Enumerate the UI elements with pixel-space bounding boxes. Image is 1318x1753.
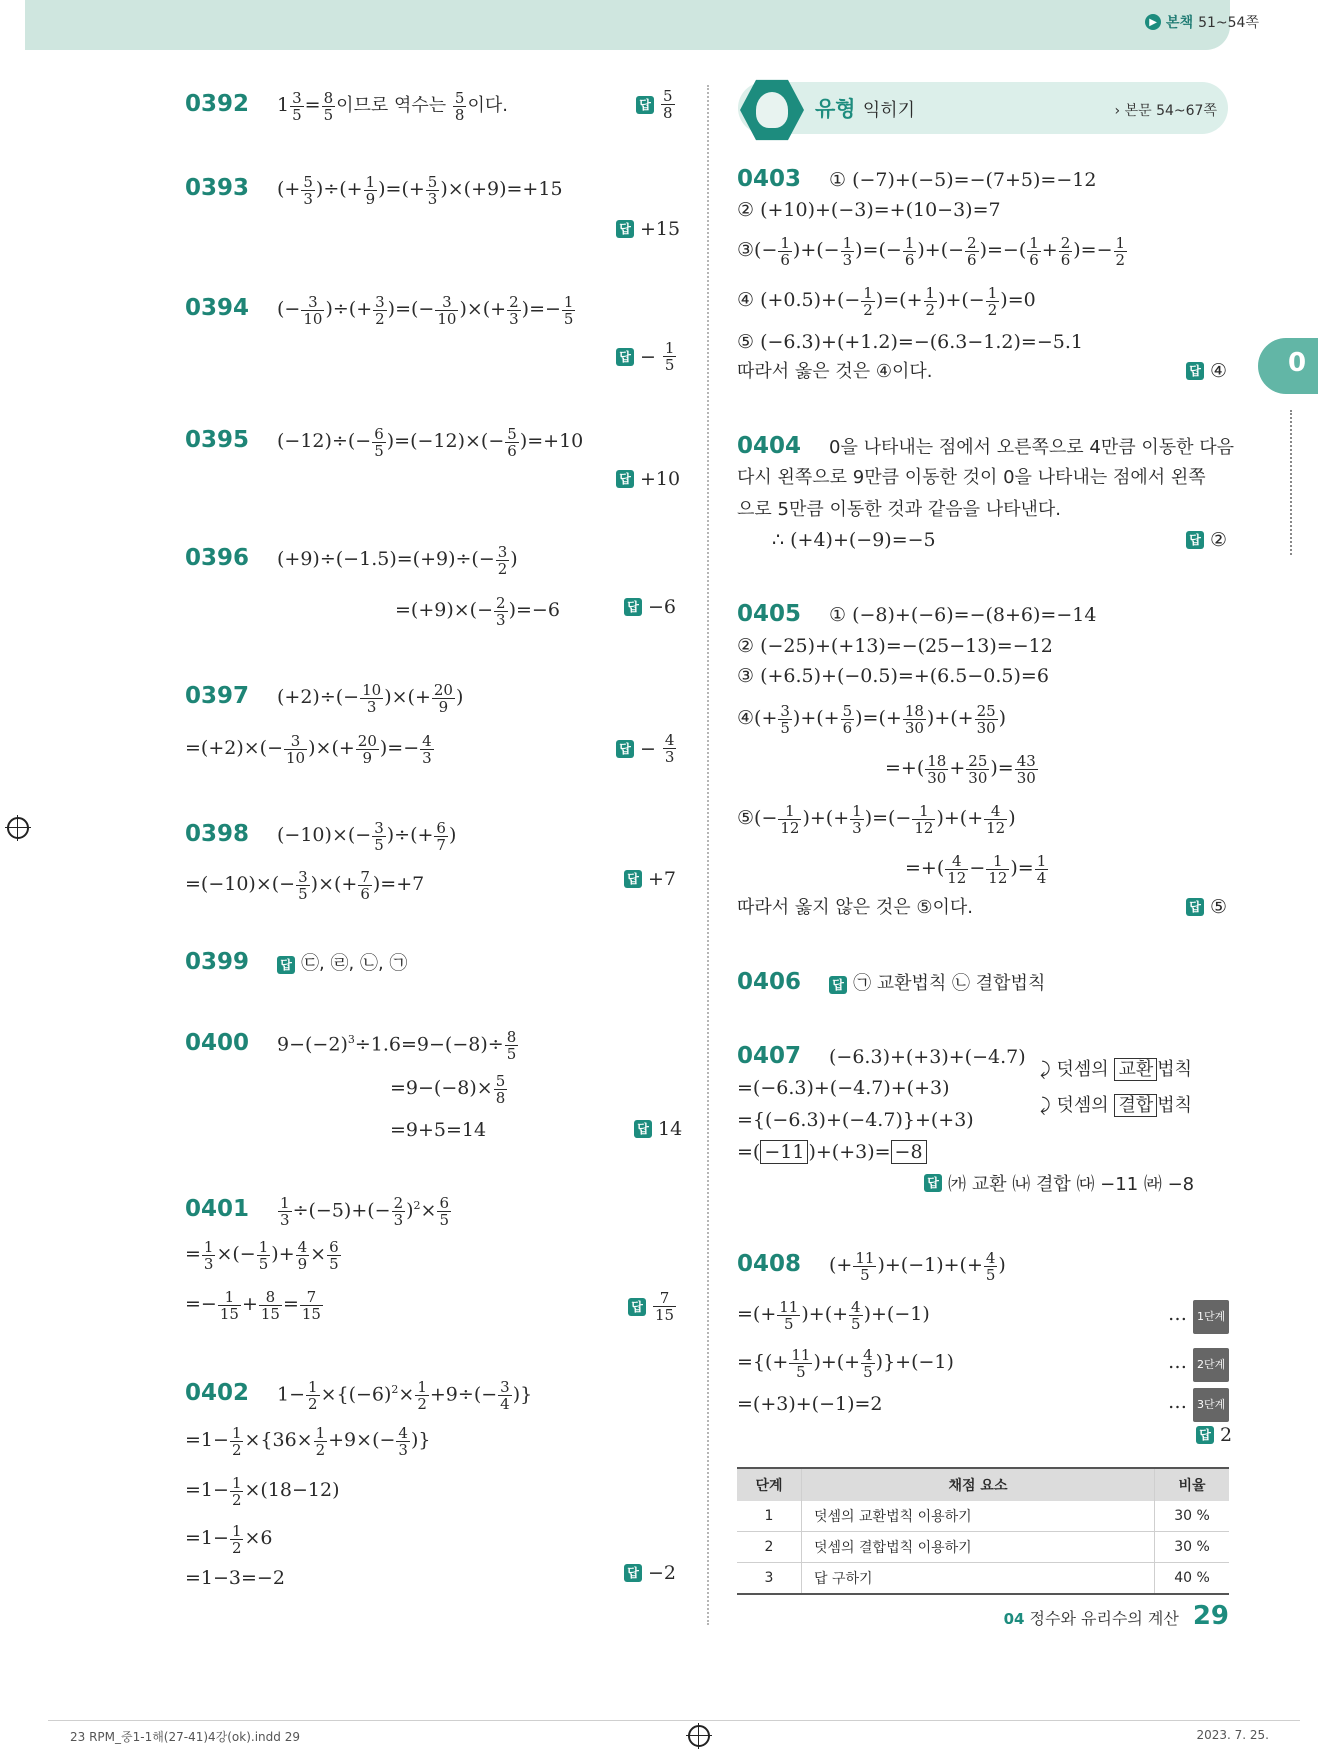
- problem-0401-line3: =− $\frac{1}{15}$ + $\frac{8}{15}$ = $\frac{7}{15}$: [185, 1287, 321, 1323]
- step-3-label: … 3단계: [1168, 1386, 1229, 1422]
- book-reference: ▶ 본책 51~54쪽: [1145, 12, 1259, 32]
- problem-0405-conclusion: 따라서 옳지 않은 것은 ⑤이다.: [737, 897, 974, 918]
- top-banner: [25, 0, 1230, 50]
- problem-0398-line2: =(−10)×(− $\frac{3}{5}$ )×(+ $\frac{7}{6}$ )=+7: [185, 867, 425, 903]
- problem-0402: 0402 1− $\frac{1}{2}$ $\times\{(-6)^2\times$ $\frac{1}{2}$ +9÷(− $\frac{3}{4}$ )}: [185, 1377, 533, 1413]
- problem-0402-line3: =1− $\frac{1}{2}$ ×(18−12): [185, 1473, 340, 1509]
- problem-0392: 0392 1 $\frac{3}{5}$ = $\frac{8}{5}$ 이므로 역수는 $\frac{5}{8}$ 이다.: [185, 88, 508, 124]
- registration-mark-icon: [7, 817, 29, 839]
- answer-icon: 답: [624, 870, 642, 888]
- answer-0408: 답 2: [1196, 1424, 1232, 1446]
- column-divider: [707, 85, 709, 1625]
- answer-0400: 답 14: [634, 1118, 682, 1140]
- answer-icon: 답: [1186, 362, 1204, 380]
- problem-0404-line4: ∴ (+4)+(−9)=−5: [772, 529, 936, 551]
- answer-0392: 답 5 8: [636, 88, 676, 121]
- table-row: 1 덧셈의 교환법칙 이용하기 30 %: [737, 1501, 1229, 1532]
- answer-0395: 답 +10: [616, 468, 680, 490]
- problem-0408-3: ={(+ $\frac{11}{5}$ )+(+ $\frac{4}{5}$ )}+(−1): [737, 1345, 954, 1381]
- problem-0406: 0406 답 ㉠ 교환법칙 ㉡ 결합법칙: [737, 969, 1046, 995]
- answer-0401: 답 7 15: [628, 1290, 677, 1323]
- problem-0405-2: ② (−25)+(+13)=−(25−13)=−12: [737, 635, 1053, 657]
- problem-0396: 0396 (+9)÷(−1.5)=(+9)÷(− $\frac{3}{2}$ ): [185, 542, 518, 578]
- answer-icon: 답: [616, 470, 634, 488]
- problem-0404: 0404 0을 나타내는 점에서 오른쪽으로 4만큼 이동한 다음: [737, 433, 1235, 459]
- answer-icon: 답: [616, 220, 634, 238]
- answer-icon: 답: [628, 1298, 646, 1316]
- problem-0407-4: =( −11 )+(+3)= −8: [737, 1136, 927, 1168]
- problem-0400: 0400 $9-(-2)^3\div 1.6=9-(-8)\div$ $\frac{8}{5}$: [185, 1027, 517, 1063]
- problem-0405-4: ④(+ $\frac{3}{5}$ )+(+ $\frac{5}{6}$ )=(+ $\frac{18}{30}$ )+(+ $\frac{25}{30}$ ): [737, 701, 1007, 737]
- step-2-label: … 2단계: [1168, 1346, 1229, 1382]
- table-row: 3 답 구하기 40 %: [737, 1563, 1229, 1595]
- chapter-side-tab: 0: [1258, 338, 1318, 394]
- answer-icon: 답: [277, 956, 295, 974]
- type-section-title: 유형 익히기: [815, 97, 916, 121]
- problem-0408-2: =(+ $\frac{11}{5}$ )+(+ $\frac{4}{5}$ )+(−1): [737, 1297, 930, 1333]
- answer-icon: 답: [634, 1120, 652, 1138]
- problem-0407-2: =(−6.3)+(−4.7)+(+3): [737, 1077, 950, 1099]
- answer-0402: 답 −2: [624, 1562, 676, 1584]
- answer-0403: 답 ④: [1186, 360, 1227, 382]
- answer-icon: 답: [829, 976, 847, 994]
- answer-0398: 답 +7: [624, 868, 676, 890]
- problem-0402-line2: =1− $\frac{1}{2}$ ×{36× $\frac{1}{2}$ +9×(− $\frac{4}{3}$ )}: [185, 1423, 431, 1459]
- answer-0404: 답 ②: [1186, 529, 1227, 551]
- problem-0407-3: ={(−6.3)+(−4.7)}+(+3): [737, 1109, 974, 1131]
- problem-0403-5: ⑤ (−6.3)+(+1.2)=−(6.3−1.2)=−5.1: [737, 331, 1083, 353]
- side-decoration: [1290, 410, 1300, 555]
- problem-0401: 0401 $\frac{1}{3}$ ÷(−5)+(− $\frac{2}{3}$ )$^2$× $\frac{6}{5}$: [185, 1193, 450, 1229]
- answer-icon: 답: [616, 348, 634, 366]
- problem-0400-line2: =9−(−8)× $\frac{5}{8}$: [390, 1071, 506, 1107]
- problem-0405-4b: =+( $\frac{18}{30}$ + $\frac{25}{30}$ )= $\frac{43}{30}$: [885, 751, 1036, 787]
- problem-0396-line2: =(+9)×(− $\frac{2}{3}$ )=−6: [395, 593, 560, 629]
- answer-icon: 답: [636, 96, 654, 114]
- answer-icon: 답: [616, 740, 634, 758]
- problem-0398: 0398 (−10)×(− $\frac{3}{5}$ )÷(+ $\frac{6}{7}$ ): [185, 818, 457, 854]
- answer-0405: 답 ⑤: [1186, 896, 1227, 918]
- page-footer: 04 정수와 유리수의 계산 29: [1003, 1601, 1229, 1631]
- problem-0408: 0408 (+ $\frac{11}{5}$ )+(−1)+(+ $\frac{4}{5}$ ): [737, 1248, 1006, 1284]
- answer-0396: 답 −6: [624, 596, 676, 618]
- answer-0407: 답 ㈎ 교환 ㈏ 결합 ㈐ −11 ㈑ −8: [924, 1170, 1194, 1196]
- answer-icon: 답: [924, 1174, 942, 1192]
- problem-0395: 0395 (−12)÷(− $\frac{6}{5}$ )=(−12)×(− $\frac{5}{6}$ )=+10: [185, 424, 584, 460]
- problem-0397-line2: =(+2)×(− $\frac{3}{10}$ )×(+ $\frac{20}{9}$ )=− $\frac{4}{3}$: [185, 731, 432, 767]
- answer-icon: 답: [1196, 1426, 1214, 1444]
- problem-0405: 0405 ① (−8)+(−6)=−(8+6)=−14: [737, 601, 1097, 627]
- type-section-ref: › 본문 54~67쪽: [1114, 103, 1217, 119]
- scoring-table: 단계 채점 요소 비율 1 덧셈의 교환법칙 이용하기 30 % 2 덧셈의 결합법칙 이용하기 30 % 3 답 구하기 40 %: [737, 1467, 1229, 1595]
- bottom-divider: [48, 1720, 1300, 1721]
- arrow-icon: ▶: [1145, 14, 1161, 30]
- problem-0399: 0399 답 ㉢, ㉣, ㉡, ㉠: [185, 949, 408, 975]
- problem-0402-line5: =1−3=−2: [185, 1567, 285, 1589]
- problem-0405-5b: =+( $\frac{4}{12}$ − $\frac{1}{12}$ )= $\frac{1}{4}$: [905, 851, 1047, 887]
- step-1-label: … 1단계: [1168, 1298, 1229, 1334]
- problem-0397: 0397 (+2)÷(− $\frac{10}{3}$ )×(+ $\frac{20}{9}$ ): [185, 680, 464, 716]
- problem-0405-3: ③ (+6.5)+(−0.5)=+(6.5−0.5)=6: [737, 665, 1049, 687]
- answer-icon: 답: [1186, 898, 1204, 916]
- answer-icon: 답: [1186, 531, 1204, 549]
- problem-0403-3: ③(− $\frac{1}{6}$ )+(− $\frac{1}{3}$ )=(− $\frac{1}{6}$ )+(− $\frac{2}{6}$ )=−( $\frac{1}{6}$ + $\frac{2}{6}$ )=− $\frac{1}{2}$: [737, 233, 1126, 269]
- problem-0403-conclusion: 따라서 옳은 것은 ④이다.: [737, 361, 933, 382]
- problem-0405-5: ⑤(− $\frac{1}{12}$ )+(+ $\frac{1}{3}$ )=(− $\frac{1}{12}$ )+(+ $\frac{4}{12}$ ): [737, 801, 1016, 837]
- registration-mark-icon: [688, 1725, 710, 1747]
- mascot-icon: [756, 92, 788, 128]
- annotation-commutative: ⤸ 덧셈의 교환 법칙: [1040, 1059, 1192, 1080]
- problem-0407: 0407 (−6.3)+(+3)+(−4.7): [737, 1043, 1026, 1069]
- problem-0400-line3: =9+5=14: [390, 1119, 487, 1141]
- print-date: 2023. 7. 25.: [1196, 1728, 1269, 1742]
- problem-0404-line2: 다시 왼쪽으로 9만큼 이동한 것이 0을 나타내는 점에서 왼쪽: [737, 467, 1206, 488]
- answer-0397: 답 − 4 3: [616, 732, 677, 765]
- problem-0403-4: ④ (+0.5)+(− $\frac{1}{2}$ )=(+ $\frac{1}{2}$ )+(− $\frac{1}{2}$ )=0: [737, 283, 1036, 319]
- answer-0394: 답 − 1 5: [616, 340, 677, 373]
- table-row: 2 덧셈의 결합법칙 이용하기 30 %: [737, 1532, 1229, 1563]
- problem-0408-4: =(+3)+(−1)=2: [737, 1393, 883, 1415]
- problem-0394: 0394 (− $\frac{3}{10}$ )÷(+ $\frac{3}{2}$ )=(− $\frac{3}{10}$ )×(+ $\frac{2}{3}$ )=− $\frac{1}{5}$: [185, 292, 574, 328]
- answer-icon: 답: [624, 1564, 642, 1582]
- problem-0403-2: ② (+10)+(−3)=+(10−3)=7: [737, 199, 1001, 221]
- answer-0393: 답 +15: [616, 218, 680, 240]
- answer-icon: 답: [624, 598, 642, 616]
- page-number: 29: [1192, 1601, 1229, 1631]
- print-file-name: 23 RPM_중1-1해(27-41)4강(ok).indd 29: [70, 1730, 300, 1744]
- annotation-associative: ⤸ 덧셈의 결합 법칙: [1040, 1095, 1192, 1116]
- problem-0403: 0403 ① (−7)+(−5)=−(7+5)=−12: [737, 166, 1097, 192]
- problem-0404-line3: 으로 5만큼 이동한 것과 같음을 나타낸다.: [737, 499, 1061, 520]
- problem-0393: 0393 (+ $\frac{5}{3}$ )÷(+ $\frac{1}{9}$ )=(+ $\frac{5}{3}$ )×(+9)=+15: [185, 172, 563, 208]
- problem-0402-line4: =1− $\frac{1}{2}$ ×6: [185, 1521, 273, 1557]
- problem-0401-line2: = $\frac{1}{3}$ ×(− $\frac{1}{5}$ )+ $\frac{4}{9}$ × $\frac{6}{5}$: [185, 1237, 339, 1273]
